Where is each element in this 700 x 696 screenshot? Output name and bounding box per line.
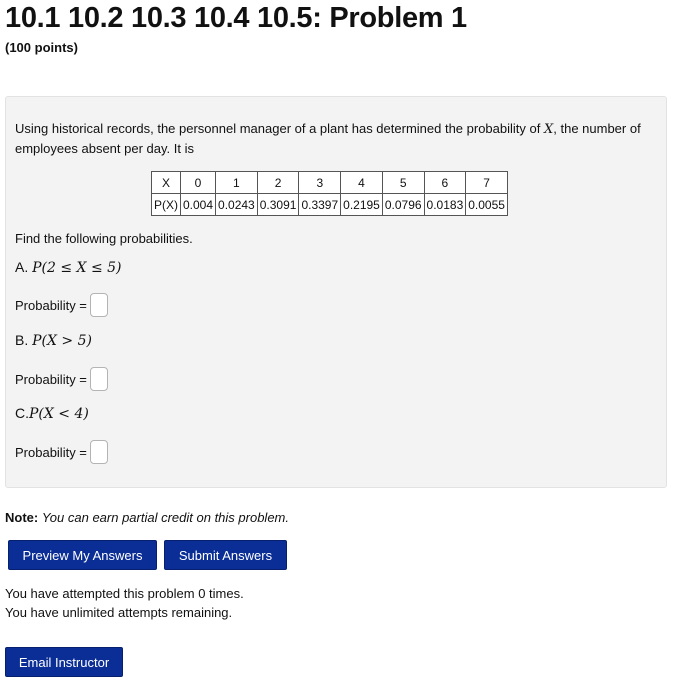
- attempts-count-text: You have attempted this problem 0 times.: [5, 586, 244, 601]
- intro-variable: X: [543, 122, 554, 137]
- table-cell-x: 4: [341, 172, 383, 194]
- note-text: You can earn partial credit on this problem.: [41, 510, 289, 525]
- table-cell-p: 0.0183: [424, 194, 466, 216]
- problem-panel: [5, 96, 667, 488]
- part-a-letter: A.: [15, 259, 29, 275]
- part-c-answer-row: [15, 440, 108, 464]
- table-cell-x: 1: [216, 172, 258, 194]
- part-b-answer-row: [15, 367, 108, 391]
- table-header-x: X: [152, 172, 181, 194]
- email-instructor-button[interactable]: Email Instructor: [5, 647, 123, 677]
- table-cell-x: 5: [382, 172, 424, 194]
- points-label: (100 points): [5, 40, 78, 55]
- part-c-expression: P(X < 4): [29, 406, 89, 422]
- part-a-label: [15, 259, 122, 276]
- table-header-p: P(X): [152, 194, 181, 216]
- table-cell-x: 7: [466, 172, 508, 194]
- table-cell-p: 0.0796: [382, 194, 424, 216]
- part-a-answer-input[interactable]: [90, 293, 108, 317]
- table-row-x: [152, 172, 508, 194]
- table-cell-p: 0.0243: [216, 194, 258, 216]
- table-cell-x: 3: [299, 172, 341, 194]
- table-cell-x: 2: [257, 172, 299, 194]
- part-c-prompt: Probability =: [15, 444, 87, 460]
- preview-answers-button[interactable]: Preview My Answers: [8, 540, 157, 570]
- part-b-answer-input[interactable]: [90, 367, 108, 391]
- table-cell-p: 0.004: [181, 194, 216, 216]
- table-cell-p: 0.0055: [466, 194, 508, 216]
- intro-rest: , the number of employees absent per day. It is: [15, 121, 641, 156]
- part-b-label: [15, 332, 92, 349]
- part-a-prompt: Probability =: [15, 297, 87, 313]
- part-b-letter: B.: [15, 332, 29, 348]
- submit-answers-button[interactable]: Submit Answers: [164, 540, 287, 570]
- partial-credit-note: [5, 510, 289, 525]
- find-instruction: Find the following probabilities.: [15, 231, 193, 246]
- table-cell-p: 0.3397: [299, 194, 341, 216]
- probability-table: [151, 171, 508, 216]
- part-c-answer-input[interactable]: [90, 440, 108, 464]
- part-b-prompt: Probability =: [15, 371, 87, 387]
- table-cell-p: 0.3091: [257, 194, 299, 216]
- part-a-expression: P(2 ≤ X ≤ 5): [32, 260, 122, 276]
- part-c-letter: C.: [15, 405, 29, 421]
- table-cell-x: 0: [181, 172, 216, 194]
- part-c-label: [15, 405, 89, 422]
- attempts-remaining-text: You have unlimited attempts remaining.: [5, 605, 233, 620]
- part-b-expression: P(X > 5): [32, 333, 92, 349]
- problem-intro: [15, 119, 665, 158]
- attempts-info: [5, 584, 244, 622]
- table-cell-x: 6: [424, 172, 466, 194]
- note-label: Note:: [5, 510, 39, 525]
- table-cell-p: 0.2195: [341, 194, 383, 216]
- page-title: 10.1 10.2 10.3 10.4 10.5: Problem 1: [5, 2, 467, 34]
- part-a-answer-row: [15, 293, 108, 317]
- table-row-p: [152, 194, 508, 216]
- intro-text: Using historical records, the personnel manager of a plant has determined the probability of: [15, 121, 541, 136]
